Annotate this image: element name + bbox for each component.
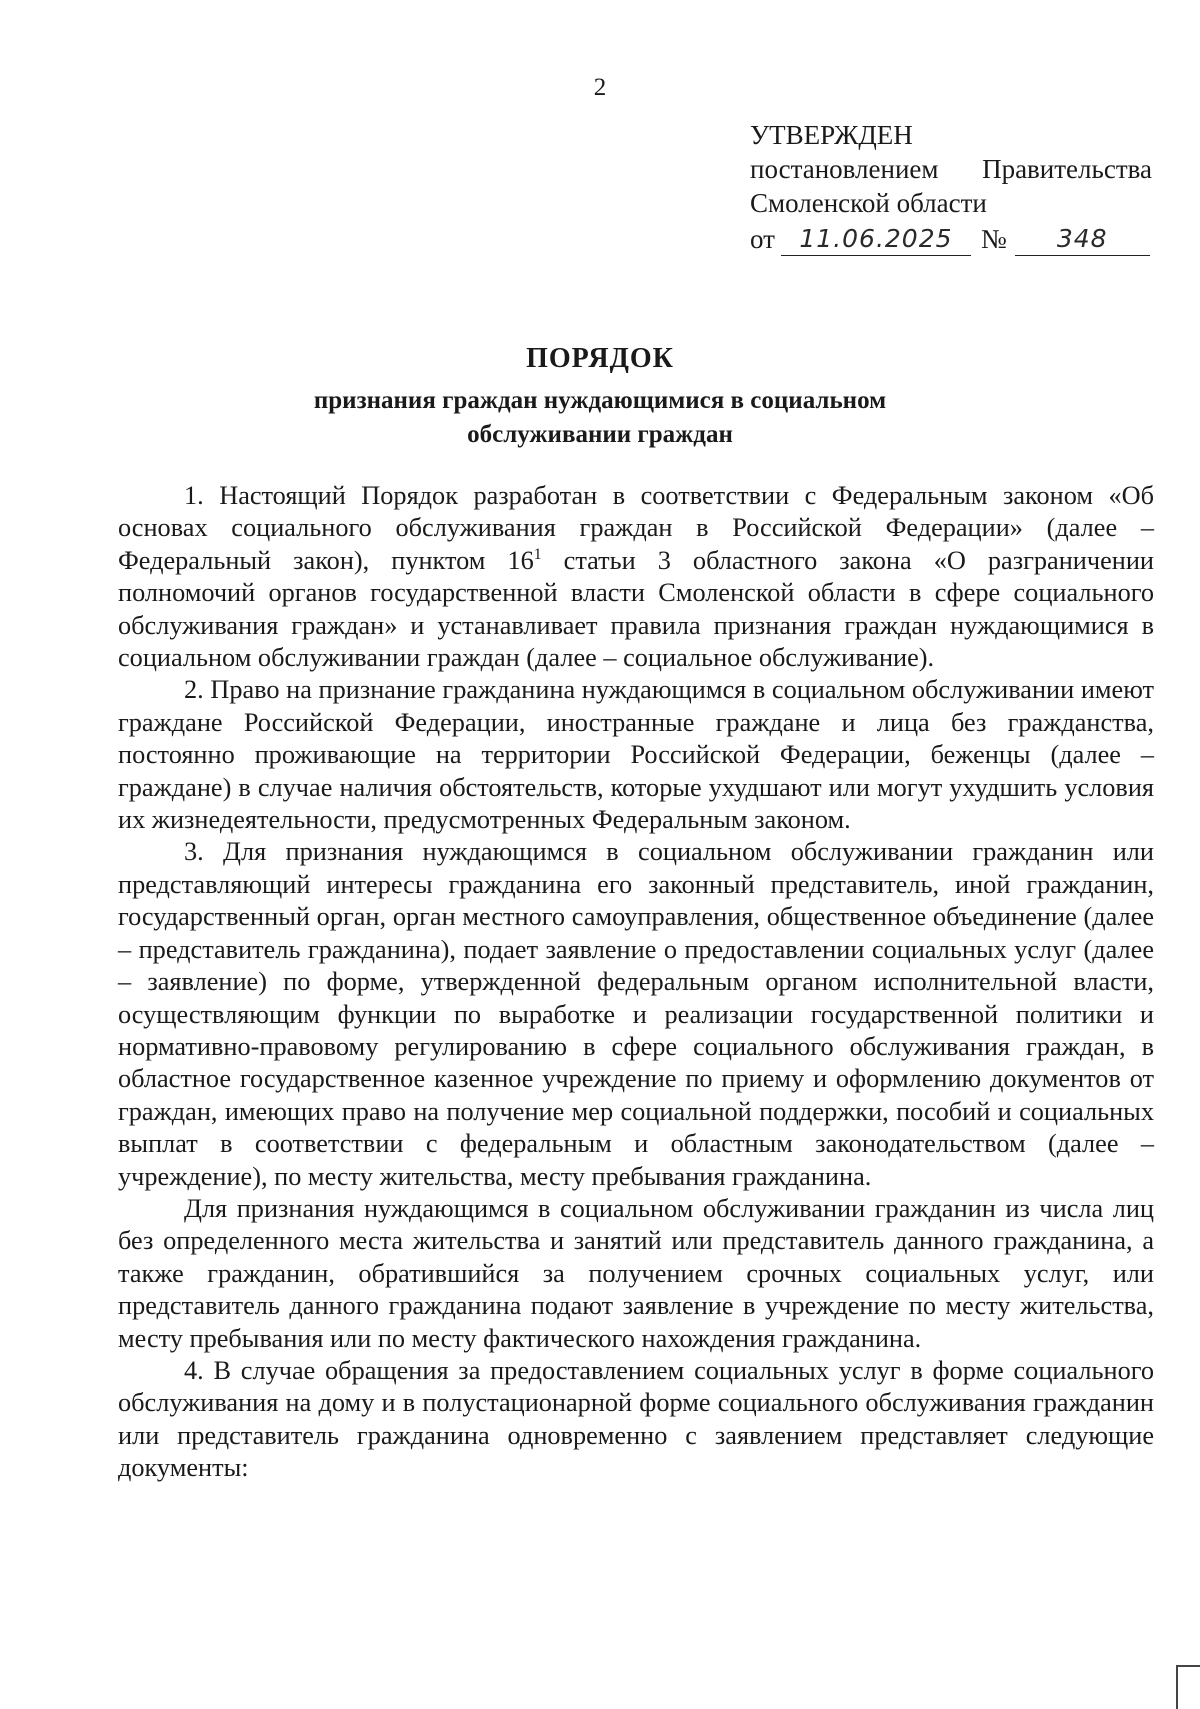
approval-title: УТВЕРЖДЕН xyxy=(750,120,913,150)
approval-line2: Смоленской области xyxy=(750,188,987,218)
approval-line1-right: Правительства xyxy=(982,154,1152,184)
paragraph-1-part-a: 1. Настоящий Порядок разработан в соответствии с Федеральным законом «Об основах социального обслуживания граждан в Российской Федерации» (далее – Федеральный закон), пунктом 16 xyxy=(118,481,1154,575)
paragraph-3: 3. Для признания нуждающимся в социальном обслуживании гражданин или представляющий интересы гражданина его законный представитель, иной гражданин, государственный орган, орган местного самоуправления, общественное объединение (далее – представитель гражданина), подает заявление о предоставлении социальных услуг (далее – заявление) по форме, утвержденной федеральным органом исполнительной власти, осуществляющим функции по выработке и реализации государственной политики и нормативно-правовому регулированию в сфере социального обслуживания граждан, в областное государственное казенное учреждение по приему и оформлению документов от граждан, имеющих право на получение мер социальной поддержки, пособий и социальных выплат в соответствии с федеральным и областным законодательством (далее – учреждение), по месту жительства, месту пребывания гражданина. xyxy=(118,837,1154,1191)
document-body xyxy=(118,480,1154,1485)
date-prefix: от xyxy=(750,224,775,254)
paragraph-1-part-b: статьи 3 областного закона «О разграничении полномочий органов государственной власти Смоленской области в сфере социального обслуживания граждан» и устанавливает правила признания граждан нуждающимися в социальном обслуживании граждан (далее – социальное обслуживание). xyxy=(118,545,1154,673)
paragraph-2: 2. Право на признание гражданина нуждающимся в социальном обслуживании имеют граждане Российской Федерации, иностранные граждане и лица без гражданства, постоянно проживающие на территории Российской Федерации, беженцы (далее – граждане) в случае наличия обстоятельств, которые ухудшают или могут ухудшить условия их жизнедеятельности, предусмотренных Федеральным законом. xyxy=(118,675,1154,835)
paragraph-1-superscript: 1 xyxy=(533,546,542,564)
paragraph-1 xyxy=(118,480,1154,674)
document-subtitle xyxy=(0,384,1200,452)
subtitle-line2: обслуживании граждан xyxy=(467,421,733,448)
document-title: ПОРЯДОК xyxy=(526,343,674,374)
paragraph-3-continuation: Для признания нуждающимся в социальном обслуживании гражданин из числа лиц без определенного места жительства и занятий или представитель данного гражданина, а также гражданин, обратившийся за получением срочных социальных услуг, или представитель данного гражданина подают заявление в учреждение по месту жительства, месту пребывания или по месту фактического нахождения гражданина. xyxy=(118,1193,1154,1353)
approval-line1-left: постановлением xyxy=(750,154,939,184)
paragraph-4: 4. В случае обращения за предоставлением социальных услуг в форме социального обслуживания на дому и в полустационарной форме социального обслуживания гражданин или представитель гражданина одновременно с заявлением представляет следующие документы: xyxy=(118,1355,1154,1483)
approval-date-line xyxy=(750,222,1152,256)
approval-line1 xyxy=(750,152,1152,186)
number-sign: № xyxy=(980,224,1007,254)
handwritten-date: 11.06.2025 xyxy=(781,223,971,256)
handwritten-number: 348 xyxy=(1015,223,1150,256)
subtitle-line1: признания граждан нуждающимися в социальном xyxy=(313,387,887,414)
page-number: 2 xyxy=(593,74,607,101)
scan-corner-mark xyxy=(1176,1665,1200,1709)
approval-stamp-block xyxy=(750,118,1152,256)
